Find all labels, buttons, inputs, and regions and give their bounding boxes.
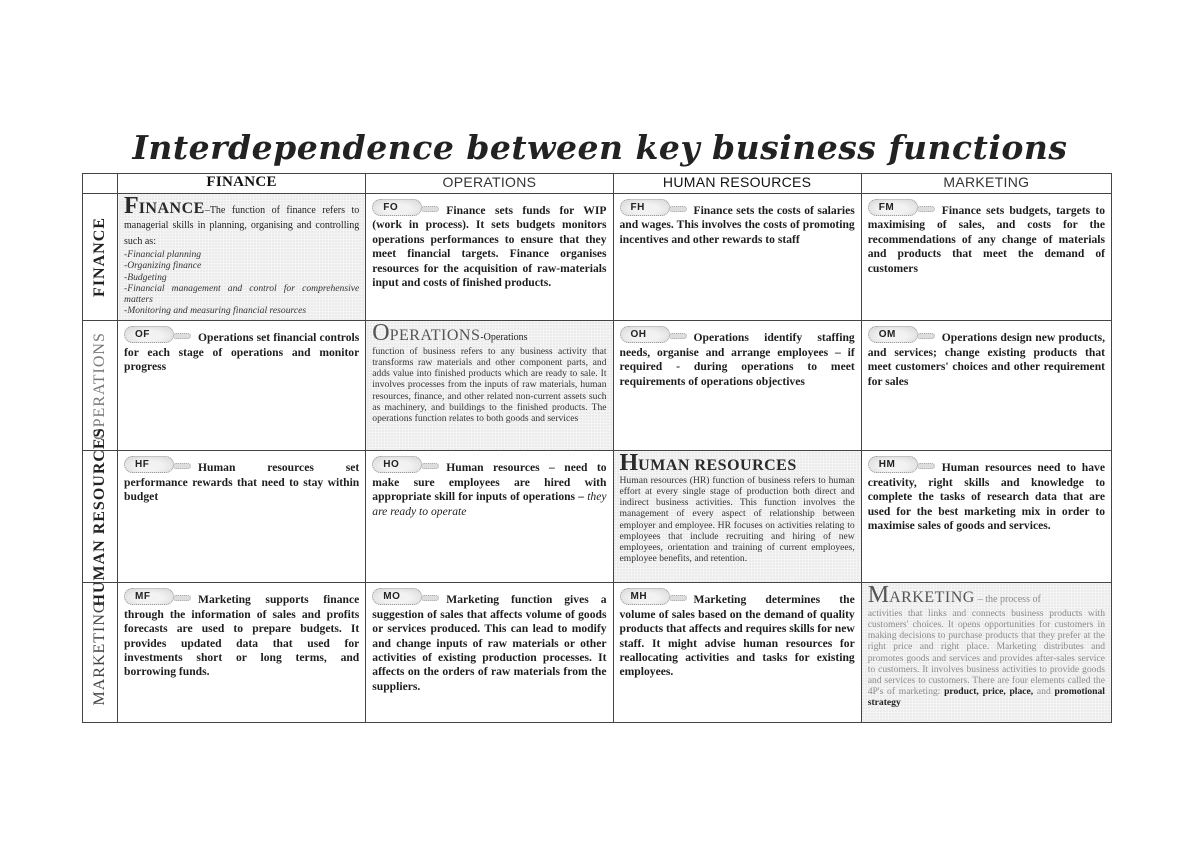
cell-finance-human-resources: FH Finance sets the costs of salaries and wages. This involves the costs of promoting incentives and other rewards to staff — [613, 194, 861, 321]
column-header-human-resources: HUMAN RESOURCES — [613, 174, 861, 194]
row-operations — [83, 321, 1112, 451]
row-human-resources — [83, 451, 1112, 583]
cell-operations-finance: OF Operations set financial controls for each stage of operations and monitor progress — [118, 321, 366, 451]
interdependence-table — [82, 173, 1112, 723]
cloud-icon: FM — [868, 199, 918, 216]
cell-human-resources-finance: HF Human resources set performance rewards that need to stay within budget — [118, 451, 366, 583]
row-label-finance: FINANCE — [83, 194, 118, 321]
cell-human-resources-definition: HUMAN RESOURCES Human resources (HR) function of business refers to human effort at every single stage of production both direct and indirect business activities. This function involves the management of every aspect of relationship between employer and employee. HR focuses on activities relating to employees that include recruiting and hiring of new employees, orientation and training of current employees, employee benefits, and retention. — [613, 451, 861, 583]
cell-marketing-finance: MF Marketing supports finance through the information of sales and profits forecasts are used to prepare budgets. It provides updated data that used for investments short or long terms, and borrowing funds. — [118, 583, 366, 723]
cell-marketing-definition: MARKETING – the process of activities that links and connects business products with customers' choices. It opens opportunities for customers in making decisions to purchase products that they prefer at the right price and right place. Marketing distributes and promotes goods and services and provides after-sales service to customers. It involves business activities to provide goods and services to customers. There are four elements called the 4P's of marketing: product, price, place, and promotional strategy — [861, 583, 1111, 723]
cell-marketing-human-resources: MH Marketing determines the volume of sales based on the demand of quality products that affects and requires skills for new staff. It might advise human resources for reallocating activities and tasks for existing employees. — [613, 583, 861, 723]
page-title: Interdependence between key business functions — [132, 128, 1068, 167]
cloud-icon: HM — [868, 456, 918, 473]
cell-finance-operations: FO Finance sets funds for WIP (work in process). It sets budgets monitors operations performances to ensure that they meet financial targets. Finance organises resources for the acquisition of raw-materials input and costs of finished products. — [366, 194, 613, 321]
row-finance — [83, 194, 1112, 321]
row-marketing — [83, 583, 1112, 723]
cloud-icon: OF — [124, 326, 174, 343]
cloud-icon: FH — [620, 199, 670, 216]
cell-human-resources-marketing: HM Human resources need to have creativity, right skills and knowledge to complete the tasks of research data that are used for the best marketing mix in order to maximise sales of goods and services. — [861, 451, 1111, 583]
cell-operations-human-resources: OH Operations identify staffing needs, organise and arrange employees – if required - during operations to meet requirements of operations objectives — [613, 321, 861, 451]
cloud-icon: MO — [372, 588, 422, 605]
cell-operations-definition: OPERATIONS-Operations function of business refers to any business activity that transforms raw materials and other component parts, and adds value into finished products which are ready to sale. It involves processes from the inputs of raw materials, human resources, finance, and other related non-current assets such as machinery, and buildings to the finished products. The operations function relates to both goods and services — [366, 321, 613, 451]
column-header-operations: OPERATIONS — [366, 174, 613, 194]
finance-list: -Financial planning -Organizing finance -Budgeting -Financial management and control for comprehensive matters -Monitoring and measuring financial resources — [124, 249, 360, 317]
row-label-operations: OPERATIONS — [83, 321, 118, 451]
row-label-marketing: MARKETING — [83, 583, 118, 723]
cloud-icon: OM — [868, 326, 918, 343]
cell-human-resources-operations: HO Human resources – need to make sure employees are hired with appropriate skill for inputs of operations – they are ready to operate — [366, 451, 613, 583]
cell-finance-definition: FINANCE–The function of finance refers to managerial skills in planning, organising and controlling such as: -Financial planning -Organizing finance -Budgeting -Financial management and control for comprehensive matters -Monitoring and measuring financial resources — [118, 194, 366, 321]
row-label-human-resources: HUMAN RESOURCES — [83, 451, 118, 583]
header-row — [83, 174, 1112, 194]
column-header-marketing: MARKETING — [861, 174, 1111, 194]
cloud-icon: HO — [372, 456, 422, 473]
column-header-finance: FINANCE — [118, 174, 366, 194]
corner-cell — [83, 174, 118, 194]
cloud-icon: MF — [124, 588, 174, 605]
cloud-icon: FO — [372, 199, 422, 216]
cell-operations-marketing: OM Operations design new products, and services; change existing products that meet customers' choices and other requirement for sales — [861, 321, 1111, 451]
cell-marketing-operations: MO Marketing function gives a suggestion of sales that affects volume of goods or services produced. This can lead to modify and change inputs of raw materials or other activities of existing production processes. It affects on the orders of raw materials from the suppliers. — [366, 583, 613, 723]
cloud-icon: MH — [620, 588, 670, 605]
cloud-icon: HF — [124, 456, 174, 473]
cloud-icon: OH — [620, 326, 670, 343]
cell-finance-marketing: FM Finance sets budgets, targets to maximising of sales, and costs for the recommendations of any change of materials and products that meet the demand of customers — [861, 194, 1111, 321]
